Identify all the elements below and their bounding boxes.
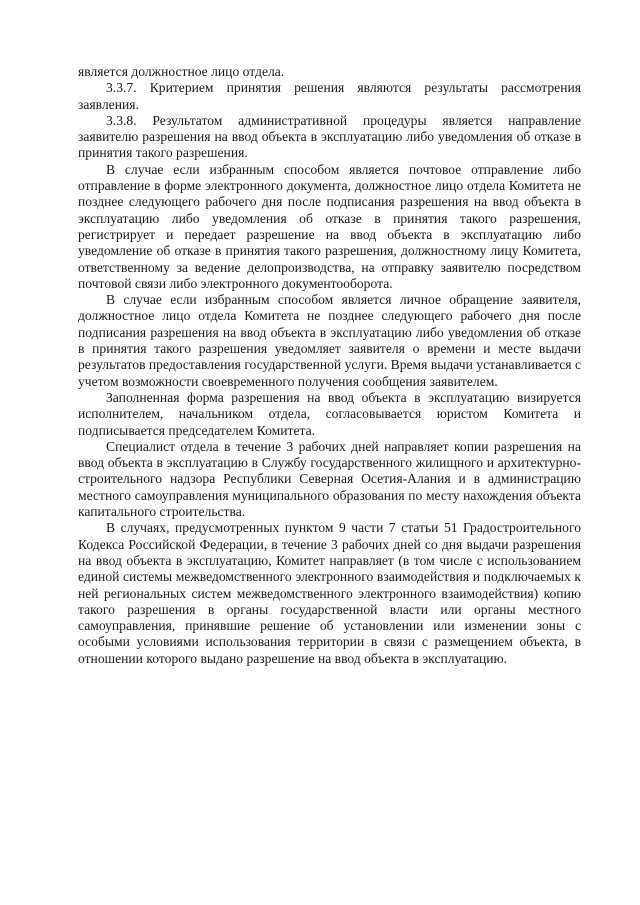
paragraph-2: 3.3.8. Результатом административной процедуры является направление заявителю разрешения на ввод объекта в эксплуатацию либо уведомления об отказе в принятия такого разрешения. [78,112,581,161]
paragraph-3: В случае если избранным способом является почтовое отправление либо отправление в форме электронного документа, должностное лицо отдела Комитета не позднее следующего рабочего дня после подписания разрешения на ввод объекта в эксплуатацию либо уведомления об отказе в принятия такого разрешения, регистрирует и передает разрешение на ввод объекта в эксплуатацию либо уведомление об отказе в принятия такого разрешения, должностному лицу Комитета, ответственному за ведение делопроизводства, на отправку заявителю посредством почтовой связи либо электронного документооборота. [78,161,581,291]
paragraph-1: 3.3.7. Критерием принятия решения являются результаты рассмотрения заявления. [78,80,581,112]
paragraph-6: Специалист отдела в течение 3 рабочих дней направляет копии разрешения на ввод объекта в эксплуатацию в Службу государственного жилищного и архитектурно-строительного надзора Республики Северная Осетия-Алания и в администрацию местного самоуправления муниципального образования по месту нахождения объекта капитального строительства. [78,438,581,520]
paragraph-7: В случаях, предусмотренных пунктом 9 части 7 статьи 51 Градостроительного Кодекса Российской Федерации, в течение 3 рабочих дней со дня выдачи разрешения на ввод объекта в эксплуатацию, Комитет направляет (в том числе с использованием единой системы межведомственного электронного взаимодействия и подключаемых к ней региональных систем межведомственного электронного взаимодействия) копию такого разрешения в органы государственной власти или органы местного самоуправления, принявшие решение об установлении или изменении зоны с особыми условиями использования территории в связи с размещением объекта, в отношении которого выдано разрешение на ввод объекта в эксплуатацию. [78,520,581,666]
document-page [78,64,581,667]
paragraph-4: В случае если избранным способом является личное обращение заявителя, должностное лицо отдела Комитета не позднее следующего рабочего дня после подписания разрешения на ввод объекта в эксплуатацию либо уведомления об отказе в принятия такого разрешения уведомляет заявителя о времени и месте выдачи результатов предоставления государственной услуги. Время выдачи устанавливается с учетом возможности своевременного получения сообщения заявителем. [78,292,581,389]
paragraph-0: является должностное лицо отдела. [78,64,285,79]
paragraph-5: Заполненная форма разрешения на ввод объекта в эксплуатацию визируется исполнителем, начальником отдела, согласовывается юристом Комитета и подписывается председателем Комитета. [78,389,581,438]
